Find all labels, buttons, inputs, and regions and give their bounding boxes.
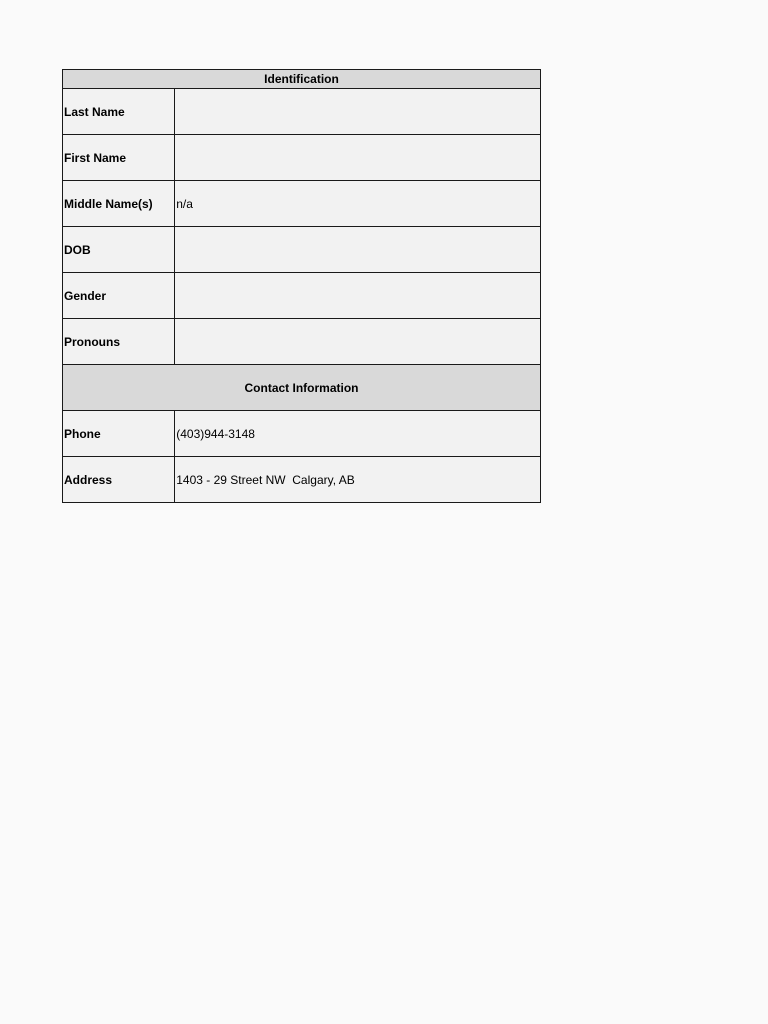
last-name-row	[63, 89, 541, 135]
address-label: Address	[63, 457, 175, 503]
pronouns-row	[63, 319, 541, 365]
middle-name-value[interactable]: n/a	[175, 181, 541, 227]
contact-header-row	[63, 365, 541, 411]
last-name-value[interactable]	[175, 89, 541, 135]
middle-name-label: Middle Name(s)	[63, 181, 175, 227]
dob-label: DOB	[63, 227, 175, 273]
dob-value[interactable]	[175, 227, 541, 273]
gender-row	[63, 273, 541, 319]
identification-form-table	[62, 69, 541, 503]
middle-name-row	[63, 181, 541, 227]
last-name-label: Last Name	[63, 89, 175, 135]
gender-label: Gender	[63, 273, 175, 319]
phone-label: Phone	[63, 411, 175, 457]
first-name-label: First Name	[63, 135, 175, 181]
phone-value[interactable]: (403)944-3148	[175, 411, 541, 457]
pronouns-value[interactable]	[175, 319, 541, 365]
first-name-row	[63, 135, 541, 181]
identification-header: Identification	[63, 70, 541, 89]
phone-row	[63, 411, 541, 457]
gender-value[interactable]	[175, 273, 541, 319]
pronouns-label: Pronouns	[63, 319, 175, 365]
first-name-value[interactable]	[175, 135, 541, 181]
identification-header-row	[63, 70, 541, 89]
address-value[interactable]: 1403 - 29 Street NW Calgary, AB	[175, 457, 541, 503]
contact-information-header: Contact Information	[63, 365, 541, 411]
address-row	[63, 457, 541, 503]
dob-row	[63, 227, 541, 273]
